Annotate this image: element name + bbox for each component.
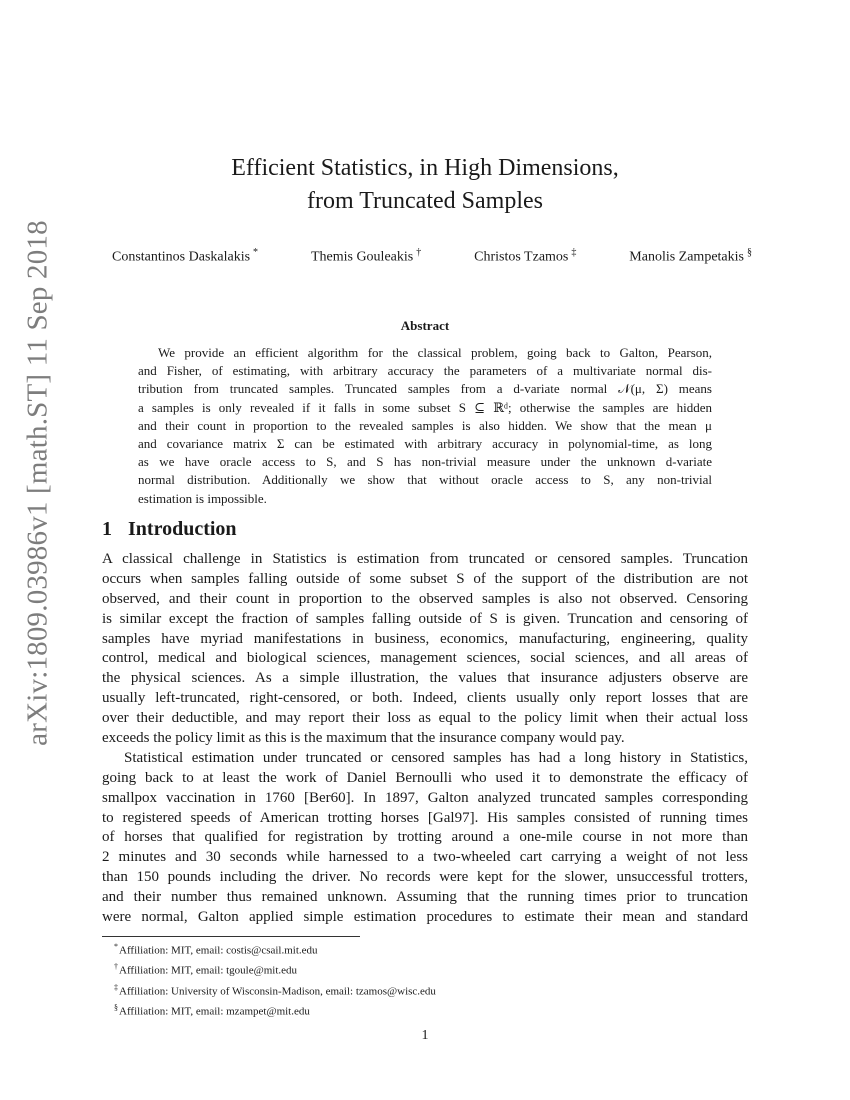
footnote-mark: † <box>114 962 118 972</box>
text-line: the physical sciences. As a simple illustration, the values that insurance adjusters observe are <box>102 670 748 687</box>
footnote <box>102 1000 436 1020</box>
text-line: smallpox vaccination in 1760 [Ber60]. In 1897, Galton analyzed truncated samples corresponding <box>102 789 748 806</box>
footnotes <box>102 939 436 1020</box>
arxiv-identifier: arXiv:1809.03986v1 [math.ST] 11 Sep 2018 <box>21 220 54 746</box>
text-line: occurs when samples falling outside of some subset S of the support of the distribution are not <box>102 570 748 587</box>
author <box>112 247 258 266</box>
author-name: Christos Tzamos <box>474 249 569 265</box>
text-line: observed, and their count in proportion to the observed samples is also not observed. Censoring <box>102 590 748 607</box>
text-line: and their number thus remained unknown. Assuming that the running times prior to truncation <box>102 889 748 906</box>
text-line: over their deductible, and may report their loss as equal to the policy limit when their actual loss <box>102 710 748 727</box>
footnote <box>102 939 436 959</box>
text-line: Statistical estimation under truncated or censored samples has had a long history in Statistics, <box>124 749 748 766</box>
abstract-line: a samples is only revealed if it falls in some subset S ⊆ ℝᵈ; otherwise the samples are hidden <box>138 399 712 415</box>
abstract-line: estimation is impossible. <box>138 490 267 506</box>
author <box>311 247 421 266</box>
title-line-2: from Truncated Samples <box>307 188 543 214</box>
footnote-mark: ‡ <box>114 982 118 992</box>
abstract-line: normal distribution. Additionally we show that without oracle access to S, any non-trivial <box>138 472 712 488</box>
section-number: 1 <box>102 518 112 540</box>
paragraph-2 <box>102 749 748 928</box>
abstract-line: We provide an efficient algorithm for the classical problem, going back to Galton, Pearson, <box>158 345 712 360</box>
footnote-divider <box>102 936 360 937</box>
text-line: of horses that qualified for registration by trotting around a one-mile course in not more than <box>102 829 748 846</box>
author <box>629 247 752 266</box>
author-name: Themis Gouleakis <box>310 249 414 265</box>
footnote <box>102 980 436 1000</box>
text-line: A classical challenge in Statistics is estimation from truncated or censored samples. Truncation <box>102 551 748 567</box>
text-line: than 150 pounds including the driver. No records were kept for the slower, unsuccessful trotters, <box>102 869 748 886</box>
text-line: samples have myriad manifestations in business, economics, manufacturing, engineering, quality <box>102 630 748 647</box>
text-line: to registered speeds of American trotting horses [Gal97]. His samples consisted of running times <box>102 809 748 826</box>
author-list <box>112 247 752 266</box>
footnote-text: Affiliation: University of Wisconsin-Madison, email: tzamos@wisc.edu <box>119 985 436 998</box>
abstract-body <box>138 344 712 508</box>
author-footnote-mark: * <box>253 247 259 258</box>
author-footnote-mark: † <box>416 247 422 258</box>
paper-title <box>0 152 850 218</box>
abstract-line: and Fisher, of estimating, with arbitrary accuracy the parameters of a multivariate normal dis- <box>138 363 712 379</box>
footnote-text: Affiliation: MIT, email: costis@csail.mit.edu <box>119 944 318 957</box>
footnote <box>102 959 436 979</box>
abstract-line: and covariance matrix Σ can be estimated with arbitrary accuracy in polynomial-time, as long <box>138 435 712 451</box>
text-line: exceeds the policy limit as this is the maximum that the insurance company would pay. <box>102 730 625 747</box>
text-line: were normal, Galton applied simple estimation procedures to estimate their mean and standard <box>102 909 748 926</box>
abstract-heading: Abstract <box>400 318 450 333</box>
author <box>474 247 576 266</box>
abstract-line: and their count in proportion to the revealed samples is also hidden. We show that the mean μ <box>138 417 712 433</box>
text-line: control, medical and biological sciences, management sciences, social sciences, and all areas of <box>102 650 748 667</box>
section-heading <box>102 518 237 541</box>
body-text <box>102 550 748 928</box>
footnote-text: Affiliation: MIT, email: mzampet@mit.edu <box>119 1005 310 1018</box>
paragraph-1 <box>102 550 748 749</box>
author-name: Manolis Zampetakis <box>629 249 744 265</box>
title-line-1: Efficient Statistics, in High Dimensions, <box>231 155 619 181</box>
footnote-mark: § <box>114 1002 118 1012</box>
section-title: Introduction <box>128 518 237 540</box>
abstract-line: tribution from truncated samples. Truncated samples from a d-variate normal 𝒩(μ, Σ) means <box>138 381 712 397</box>
author-footnote-mark: ‡ <box>571 247 577 258</box>
footnote-text: Affiliation: MIT, email: tgoule@mit.edu <box>119 964 298 977</box>
arxiv-side-stamp <box>18 220 58 746</box>
abstract-line: as we have oracle access to S, and S has non-trivial measure under the unknown d-variate <box>138 454 712 470</box>
text-line: is similar except the fraction of samples falling outside of S is given. Truncation and censoring of <box>102 610 748 627</box>
page-number: 1 <box>421 1028 429 1043</box>
author-footnote-mark: § <box>746 247 752 258</box>
text-line: 2 minutes and 30 seconds while harnessed to a two-wheeled cart carrying a weight of not less <box>102 849 748 866</box>
text-line: usually left-truncated, right-censored, or both. Indeed, clients usually only report losses that are <box>102 690 748 707</box>
footnote-mark: * <box>114 942 118 951</box>
text-line: going back to at least the work of Daniel Bernoulli who used it to demonstrate the efficacy of <box>102 769 748 786</box>
author-name: Constantinos Daskalakis <box>112 249 251 265</box>
